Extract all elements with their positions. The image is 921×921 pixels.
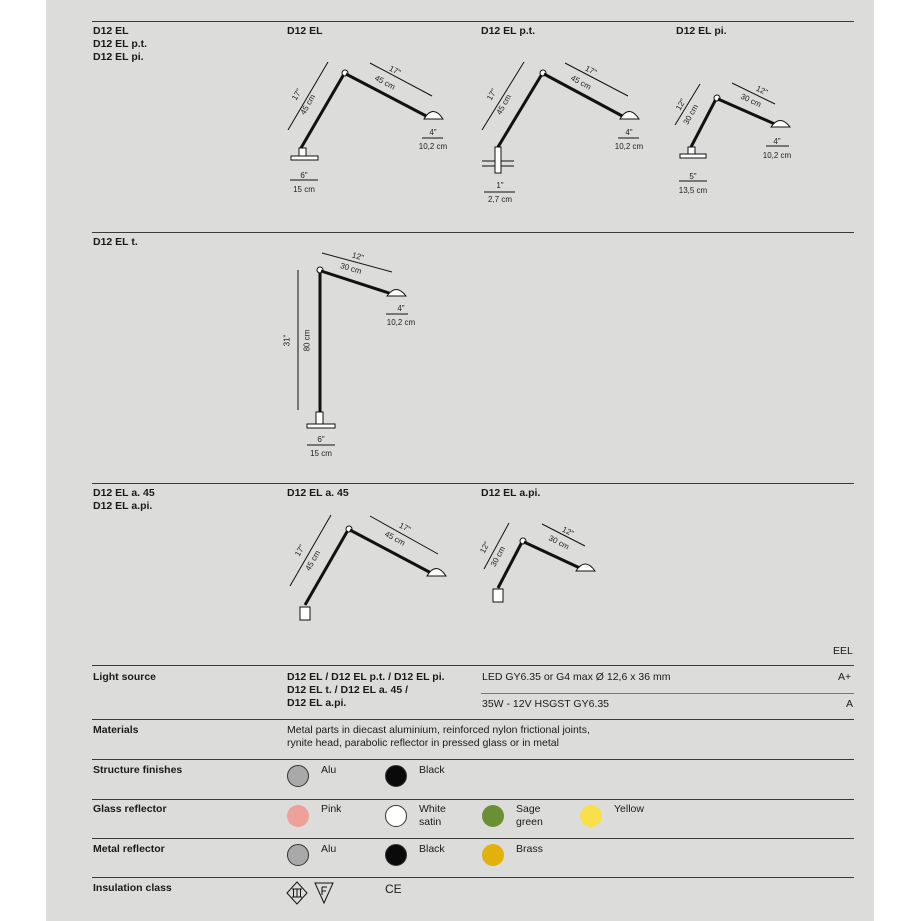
- materials-text: Metal parts in diecast aluminium, reinforced nylon frictional joints, rynite head, parabolic reflector in pressed glass or in metal: [287, 724, 590, 749]
- model-title-el: D12 EL: [287, 25, 323, 37]
- eel-value-1: A+: [838, 671, 852, 683]
- dim-label: 45 cm: [373, 73, 397, 92]
- dim-label: 4": [773, 137, 781, 146]
- group-heading-a: D12 EL a. 45 D12 EL a.pi.: [93, 487, 155, 512]
- dim-label: 45 cm: [494, 92, 514, 117]
- swatch-label: Pink: [321, 803, 342, 815]
- swatch-label: Black: [419, 843, 445, 855]
- materials-label: Materials: [93, 724, 139, 736]
- dim-label: 17": [290, 87, 304, 102]
- swatch-label: Alu: [321, 843, 337, 855]
- swatch-label: Black: [419, 764, 445, 776]
- swatch-alu: [287, 765, 309, 787]
- dim-label: 45 cm: [383, 529, 407, 548]
- model-title-api: D12 EL a.pi.: [481, 487, 541, 499]
- F-mark-icon: [315, 883, 333, 903]
- group-heading-t: D12 EL t.: [93, 236, 138, 248]
- eel-header: EEL: [833, 645, 853, 657]
- insulation-symbols: [286, 881, 334, 905]
- swatch-pink: [287, 805, 309, 827]
- dim-label: 15 cm: [293, 185, 315, 194]
- swatch-alu: [287, 844, 309, 866]
- dim-label: 17": [485, 87, 499, 102]
- glass-reflector-label: Glass reflector: [93, 803, 167, 815]
- swatch-white-satin: [385, 805, 407, 827]
- model-title-a45: D12 EL a. 45: [287, 487, 349, 499]
- dim-label: 17": [583, 63, 599, 78]
- dim-label: 31": [282, 334, 292, 347]
- dim-label: 80 cm: [302, 329, 312, 352]
- light-source-row-2: 35W - 12V HSGST GY6.35: [482, 698, 610, 710]
- lamp-drawing-el: [288, 62, 443, 180]
- structure-finishes-label: Structure finishes: [93, 764, 183, 776]
- dim-label: 30 cm: [681, 102, 701, 127]
- dim-label: 12": [674, 97, 688, 112]
- dim-label: 17": [293, 543, 307, 558]
- dim-label: 6": [300, 171, 308, 180]
- dim-label: 45 cm: [569, 73, 593, 92]
- swatch-label: White satin: [419, 803, 446, 828]
- dim-label: 30 cm: [547, 533, 571, 552]
- swatch-yellow: [580, 805, 602, 827]
- swatch-sage-green: [482, 805, 504, 827]
- light-source-label: Light source: [93, 671, 157, 683]
- swatch-label: Yellow: [614, 803, 644, 815]
- swatch-label: Sage green: [516, 803, 543, 828]
- model-title-pi: D12 EL pi.: [676, 25, 727, 37]
- dim-label: 10,2 cm: [614, 142, 644, 151]
- dim-label: 10,2 cm: [762, 151, 792, 160]
- lamp-drawing-pi: [675, 83, 790, 181]
- light-source-models: D12 EL / D12 EL p.t. / D12 EL pi. D12 EL t. / D12 EL a. 45 / D12 EL a.pi.: [287, 671, 445, 709]
- dim-label: 10,2 cm: [418, 142, 448, 151]
- dim-label: 4": [429, 128, 437, 137]
- dim-label: 15 cm: [310, 449, 332, 458]
- dim-label: 30 cm: [339, 261, 363, 276]
- dim-label: 12": [478, 540, 492, 555]
- swatch-black: [385, 765, 407, 787]
- dim-label: 4": [397, 304, 405, 313]
- dim-label: 30 cm: [488, 544, 507, 569]
- dim-label: 17": [397, 520, 413, 535]
- dim-label: 13,5 cm: [678, 186, 708, 195]
- swatch-label: Brass: [516, 843, 543, 855]
- swatch-black: [385, 844, 407, 866]
- dim-label: 30 cm: [739, 91, 763, 110]
- swatch-brass: [482, 844, 504, 866]
- dim-label: 5": [689, 172, 697, 181]
- metal-reflector-label: Metal reflector: [93, 843, 165, 855]
- class-III-icon: [287, 882, 307, 904]
- insulation-class-label: Insulation class: [93, 882, 172, 894]
- group-heading-el: D12 EL D12 EL p.t. D12 EL pi.: [93, 25, 148, 63]
- dim-label: 45 cm: [303, 548, 323, 573]
- dim-label: 12": [754, 83, 770, 98]
- light-source-row-1: LED GY6.35 or G4 max Ø 12,6 x 36 mm: [482, 671, 671, 683]
- swatch-label: Alu: [321, 764, 337, 776]
- eel-value-2: A: [846, 698, 854, 710]
- dim-label: 6": [317, 435, 325, 444]
- dim-label: 1": [496, 181, 504, 190]
- dim-label: 12": [350, 250, 365, 263]
- lamp-drawing-pt: [482, 62, 639, 192]
- model-title-pt: D12 EL p.t.: [481, 25, 536, 37]
- dim-label: 2,7 cm: [487, 195, 513, 204]
- lamp-drawing-api: [484, 523, 595, 602]
- dim-label: 10,2 cm: [386, 318, 416, 327]
- dim-label: 4": [625, 128, 633, 137]
- ce-mark-icon: CE: [385, 882, 402, 896]
- dim-label: 17": [387, 63, 403, 78]
- dim-label: 12": [560, 524, 576, 539]
- lamp-drawing-t: [298, 250, 408, 445]
- dim-label: 45 cm: [298, 92, 318, 117]
